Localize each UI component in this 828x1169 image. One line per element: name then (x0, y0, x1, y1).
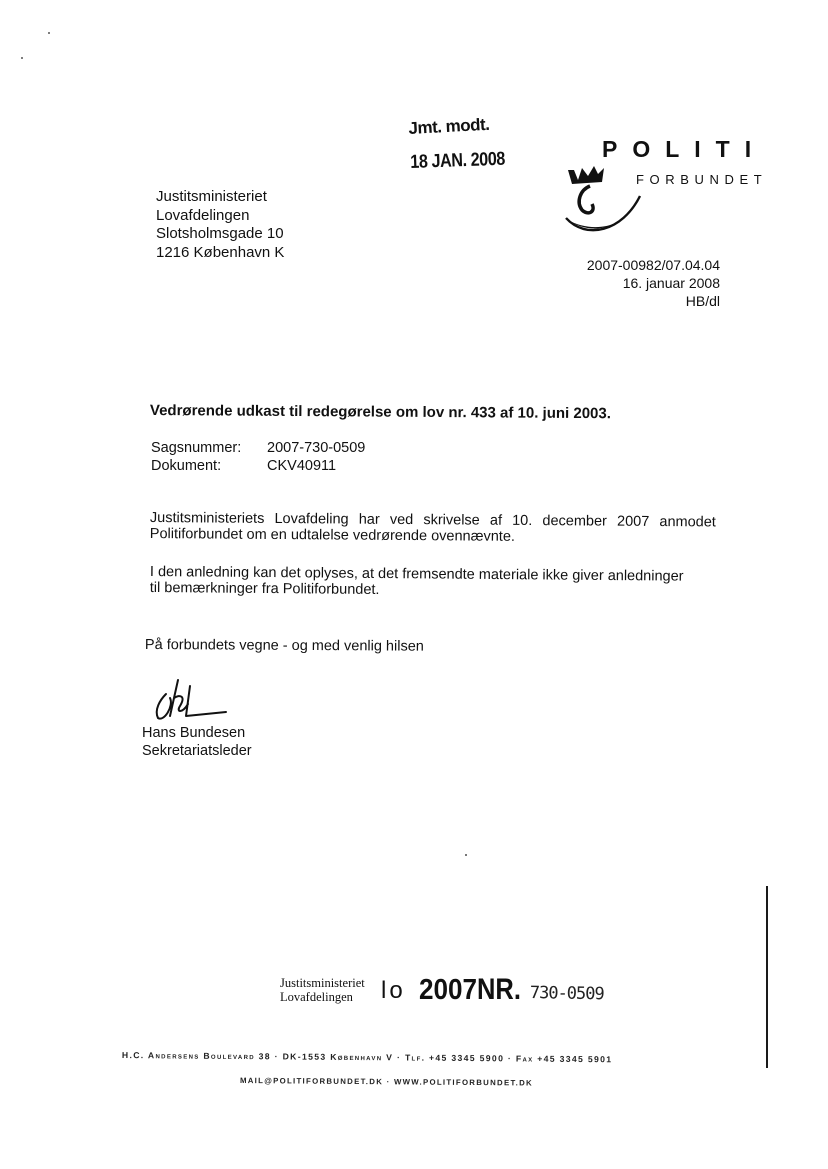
paragraph-line: I den anledning kan det oplyses, at det fremsendte materiale ikke giver anledninger (149, 564, 684, 585)
word: af (489, 512, 503, 529)
word: skrivelse (423, 512, 480, 529)
signer-name: Hans Bundesen (142, 725, 246, 741)
word: december (542, 513, 607, 530)
word: Justitsministeriets (149, 510, 265, 527)
margin-rule (766, 886, 768, 1068)
word: ved (389, 511, 414, 529)
case-info (151, 439, 365, 475)
body-paragraph-1 (150, 510, 716, 546)
archive-stamp-nr-label: NR. (477, 973, 521, 1006)
letter-date: 16. januar 2008 (622, 275, 720, 291)
archive-org-line: Justitsministeriet (280, 976, 365, 990)
recipient-line: 1216 København K (156, 243, 285, 261)
paragraph-line: til bemærkninger fra Politiforbundet. (149, 579, 380, 599)
footer-address: H.C. Andersens Boulevard 38 · DK-1553 København V · Tlf. +45 3345 5900 · Fax +45 3345 5901 (121, 1050, 613, 1065)
recipient-line: Slotsholmsgade 10 (156, 225, 284, 242)
case-number-value: 2007-730-0509 (267, 440, 366, 456)
logo-wordmark-politi: POLITI (602, 136, 767, 162)
reference-number: 2007-00982/07.04.04 (586, 257, 720, 273)
scan-speck (21, 57, 23, 59)
body-paragraph-2 (150, 564, 684, 601)
recipient-line: Lovafdelingen (156, 206, 250, 224)
recipient-address (156, 188, 284, 262)
footer-contact: MAIL@POLITIFORBUNDET.DK · WWW.POLITIFORBUNDET.DK (239, 1076, 534, 1088)
archive-stamp-org (280, 977, 365, 1004)
scan-speck (465, 854, 467, 856)
letter-subject: Vedrørende udkast til redegørelse om lov nr. 433 af 10. juni 2003. (149, 402, 612, 423)
police-union-logo-icon (562, 160, 642, 240)
received-stamp-label: Jmt. modt. (408, 114, 490, 138)
archive-stamp-case-number: 730-0509 (529, 983, 604, 1005)
paragraph-line: Politiforbundet om en udtalelse vedrørende ovennævnte. (149, 525, 516, 545)
word: 10. (512, 512, 533, 530)
closing-salutation: På forbundets vegne - og med venlig hilsen (144, 637, 424, 655)
reference-block (587, 256, 720, 310)
received-stamp-date: 18 JAN. 2008 (410, 148, 506, 173)
word: 2007 (616, 513, 650, 530)
word: anmodet (659, 514, 716, 531)
author-initials: HB/dl (685, 293, 720, 309)
word: har (358, 511, 380, 528)
document-label: Dokument: (151, 458, 222, 474)
word: Lovafdeling (274, 510, 349, 528)
document-value: CKV40911 (267, 458, 337, 474)
document-row (151, 457, 365, 475)
signer-block (142, 724, 252, 760)
recipient-line: Justitsministeriet (156, 188, 267, 205)
case-number-row (151, 439, 365, 457)
logo-wordmark-forbundet: FORBUNDET (636, 172, 768, 187)
archive-stamp-day: lo (381, 977, 406, 1004)
scan-speck (48, 32, 50, 34)
signer-title: Sekretariatsleder (142, 743, 252, 759)
case-number-label: Sagsnummer: (151, 440, 242, 456)
archive-org-line: Lovafdelingen (280, 989, 353, 1004)
archive-stamp-year: 2007 (419, 974, 478, 1006)
